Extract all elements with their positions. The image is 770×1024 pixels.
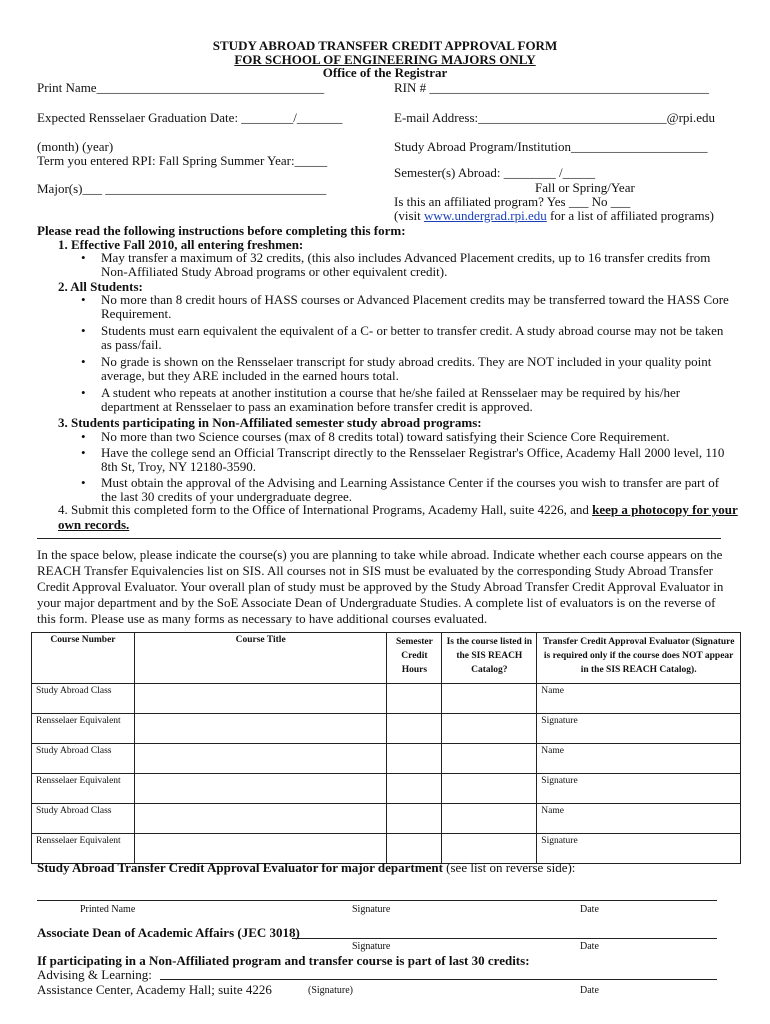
table-header-row xyxy=(32,633,741,684)
list-item: • No grade is shown on the Rensselaer transcript for study abroad credits. They are NOT included in your quality point average, but they ARE included in the earned hours total. xyxy=(77,355,737,383)
advising-signature-line[interactable] xyxy=(160,979,717,980)
office-label: Office of the Registrar xyxy=(322,65,448,80)
section-1-title: 1. Effective Fall 2010, all entering freshmen: xyxy=(58,237,304,252)
program-field[interactable]: Study Abroad Program/Institution_____________________ xyxy=(394,139,708,154)
instructions-heading: Please read the following instructions before completing this form: xyxy=(37,223,406,238)
evaluator-cell[interactable]: Signature xyxy=(537,834,741,864)
evaluator-heading-bold: Study Abroad Transfer Credit Approval Evaluator for major department xyxy=(37,860,443,875)
advising-label: Advising & Learning: xyxy=(37,967,152,982)
evaluator-cell[interactable]: Name xyxy=(537,684,741,714)
date-label: Date xyxy=(580,941,599,952)
row-label: Study Abroad Class xyxy=(32,804,135,834)
course-title-cell[interactable] xyxy=(134,684,387,714)
dean-label: Associate Dean of Academic Affairs (JEC 3018) xyxy=(37,925,300,940)
rin-field[interactable]: RIN # ___________________________________________ xyxy=(394,80,709,95)
list-item: • No more than two Science courses (max of 8 credits total) toward satisfying their Science Core Requirement. xyxy=(77,430,737,444)
course-table xyxy=(31,632,741,864)
reach-cell[interactable] xyxy=(442,684,537,714)
credit-hours-cell[interactable] xyxy=(387,714,442,744)
divider xyxy=(37,538,721,539)
assistance-center-label: Assistance Center, Academy Hall; suite 4226 xyxy=(37,982,272,997)
row-label: Rensselaer Equivalent xyxy=(32,714,135,744)
course-title-cell[interactable] xyxy=(134,744,387,774)
form-subtitle: FOR SCHOOL OF ENGINEERING MAJORS ONLY xyxy=(234,52,536,67)
reach-cell[interactable] xyxy=(442,774,537,804)
month-year-label: (month) (year) xyxy=(37,139,114,154)
evaluator-cell[interactable]: Name xyxy=(537,804,741,834)
visit-prefix: (visit xyxy=(394,208,424,223)
major-field[interactable]: Major(s)___ __________________________________ xyxy=(37,181,327,196)
fall-spring-label: Fall or Spring/Year xyxy=(535,180,635,195)
term-field[interactable]: Term you entered RPI: Fall Spring Summer Year:_____ xyxy=(37,153,328,168)
section-2-list xyxy=(77,293,737,414)
affiliated-program-field[interactable]: Is this an affiliated program? Yes ___ No ___ xyxy=(394,194,631,209)
table-row xyxy=(32,834,741,864)
section-3-list xyxy=(77,430,737,504)
affiliated-note xyxy=(394,208,714,224)
header-reach: Is the course listed in the SIS REACH Catalog? xyxy=(442,633,537,684)
table-row xyxy=(32,714,741,744)
graduation-date-field[interactable]: Expected Rensselaer Graduation Date: ________/_______ xyxy=(37,110,343,125)
email-field[interactable]: E-mail Address:_____________________________@rpi.edu xyxy=(394,110,716,125)
course-title-cell[interactable] xyxy=(134,834,387,864)
header-evaluator: Transfer Credit Approval Evaluator (Signature is required only if the course does NOT appear in the SIS REACH Catalog). xyxy=(537,633,741,684)
credit-hours-cell[interactable] xyxy=(387,804,442,834)
row-label: Rensselaer Equivalent xyxy=(32,774,135,804)
visit-suffix: for a list of affiliated programs) xyxy=(546,208,714,223)
header-course-number: Course Number xyxy=(32,633,135,684)
evaluator-cell[interactable]: Name xyxy=(537,744,741,774)
evaluator-heading xyxy=(37,860,575,876)
section-1-list xyxy=(77,251,737,279)
date-label: Date xyxy=(580,985,599,996)
credit-hours-cell[interactable] xyxy=(387,774,442,804)
list-item: • Must obtain the approval of the Advising and Learning Assistance Center if the courses you wish to transfer are part of the last 30 credits of your undergraduate degree. xyxy=(77,476,737,504)
table-row xyxy=(32,744,741,774)
signature-paren-label: (Signature) xyxy=(308,985,353,996)
reach-cell[interactable] xyxy=(442,834,537,864)
reach-cell[interactable] xyxy=(442,714,537,744)
credit-hours-cell[interactable] xyxy=(387,744,442,774)
non-affiliated-heading: If participating in a Non-Affiliated program and transfer course is part of last 30 credits: xyxy=(37,953,530,968)
course-title-cell[interactable] xyxy=(134,714,387,744)
list-item: • May transfer a maximum of 32 credits, (this also includes Advanced Placement credits, up to 16 transfer credits from Non-Affiliated Study Abroad programs or other equivalent credit). xyxy=(77,251,737,279)
header-credit-hours: Semester Credit Hours xyxy=(387,633,442,684)
table-row xyxy=(32,774,741,804)
list-item: • Have the college send an Official Transcript directly to the Rensselaer Registrar's Office, Academy Hall 2000 level, 110 8th St, Troy, NY 12180-3590. xyxy=(77,446,737,474)
list-item: • A student who repeats at another institution a course that he/she failed at Rensselaer may be required by his/her department at Rensselaer to pass an examination before transfer credit is approved. xyxy=(77,386,737,414)
course-title-cell[interactable] xyxy=(134,774,387,804)
header-course-title: Course Title xyxy=(134,633,387,684)
section-4-text: 4. Submit this completed form to the Office of International Programs, Academy Hall, suite 4226, and xyxy=(58,502,593,517)
evaluator-heading-rest: (see list on reverse side): xyxy=(442,860,576,875)
row-label: Rensselaer Equivalent xyxy=(32,834,135,864)
print-name-field[interactable]: Print Name___________________________________ xyxy=(37,80,325,95)
reach-cell[interactable] xyxy=(442,744,537,774)
semester-abroad-field[interactable]: Semester(s) Abroad: ________ /_____ xyxy=(394,165,596,180)
section-3-title: 3. Students participating in Non-Affiliated semester study abroad programs: xyxy=(58,415,482,430)
dean-signature-line[interactable] xyxy=(292,938,717,939)
credit-hours-cell[interactable] xyxy=(387,834,442,864)
credit-hours-cell[interactable] xyxy=(387,684,442,714)
signature-label: Signature xyxy=(352,904,391,915)
course-title-cell[interactable] xyxy=(134,804,387,834)
photocopy-note: keep a photocopy for your own records. xyxy=(58,502,738,532)
row-label: Study Abroad Class xyxy=(32,684,135,714)
course-instructions-paragraph: In the space below, please indicate the course(s) you are planning to take while abroad. Indicate whether each course appears on the REACH Transfer Equivalencies list on SIS. All courses not in SIS must be evaluated by the corresponding Study Abroad Transfer Credit Approval Evaluator. Your overall plan of study must be approved by the Study Abroad Transfer Credit Approval Evaluator in your major department and by the SoE Associate Dean of Undergraduate Studies. A complete list of evaluators is on the reverse of this form. Please use as many forms as necessary to have additional courses evaluated. xyxy=(37,547,724,626)
evaluator-cell[interactable]: Signature xyxy=(537,774,741,804)
table-row xyxy=(32,684,741,714)
form-title: STUDY ABROAD TRANSFER CREDIT APPROVAL FORM xyxy=(212,38,558,53)
evaluator-cell[interactable]: Signature xyxy=(537,714,741,744)
reach-cell[interactable] xyxy=(442,804,537,834)
date-label: Date xyxy=(580,904,599,915)
list-item: • Students must earn equivalent the equivalent of a C- or better to transfer credit. A study abroad course may not be taken as pass/fail. xyxy=(77,324,737,352)
row-label: Study Abroad Class xyxy=(32,744,135,774)
table-row xyxy=(32,804,741,834)
signature-label: Signature xyxy=(352,941,391,952)
list-item: • No more than 8 credit hours of HASS courses or Advanced Placement credits may be transferred toward the HASS Core Requirement. xyxy=(77,293,737,321)
undergrad-link[interactable]: www.undergrad.rpi.edu xyxy=(423,208,547,223)
evaluator-signature-line[interactable] xyxy=(37,900,717,901)
printed-name-label: Printed Name xyxy=(80,904,136,915)
section-4 xyxy=(58,502,738,532)
section-2-title: 2. All Students: xyxy=(58,279,143,294)
